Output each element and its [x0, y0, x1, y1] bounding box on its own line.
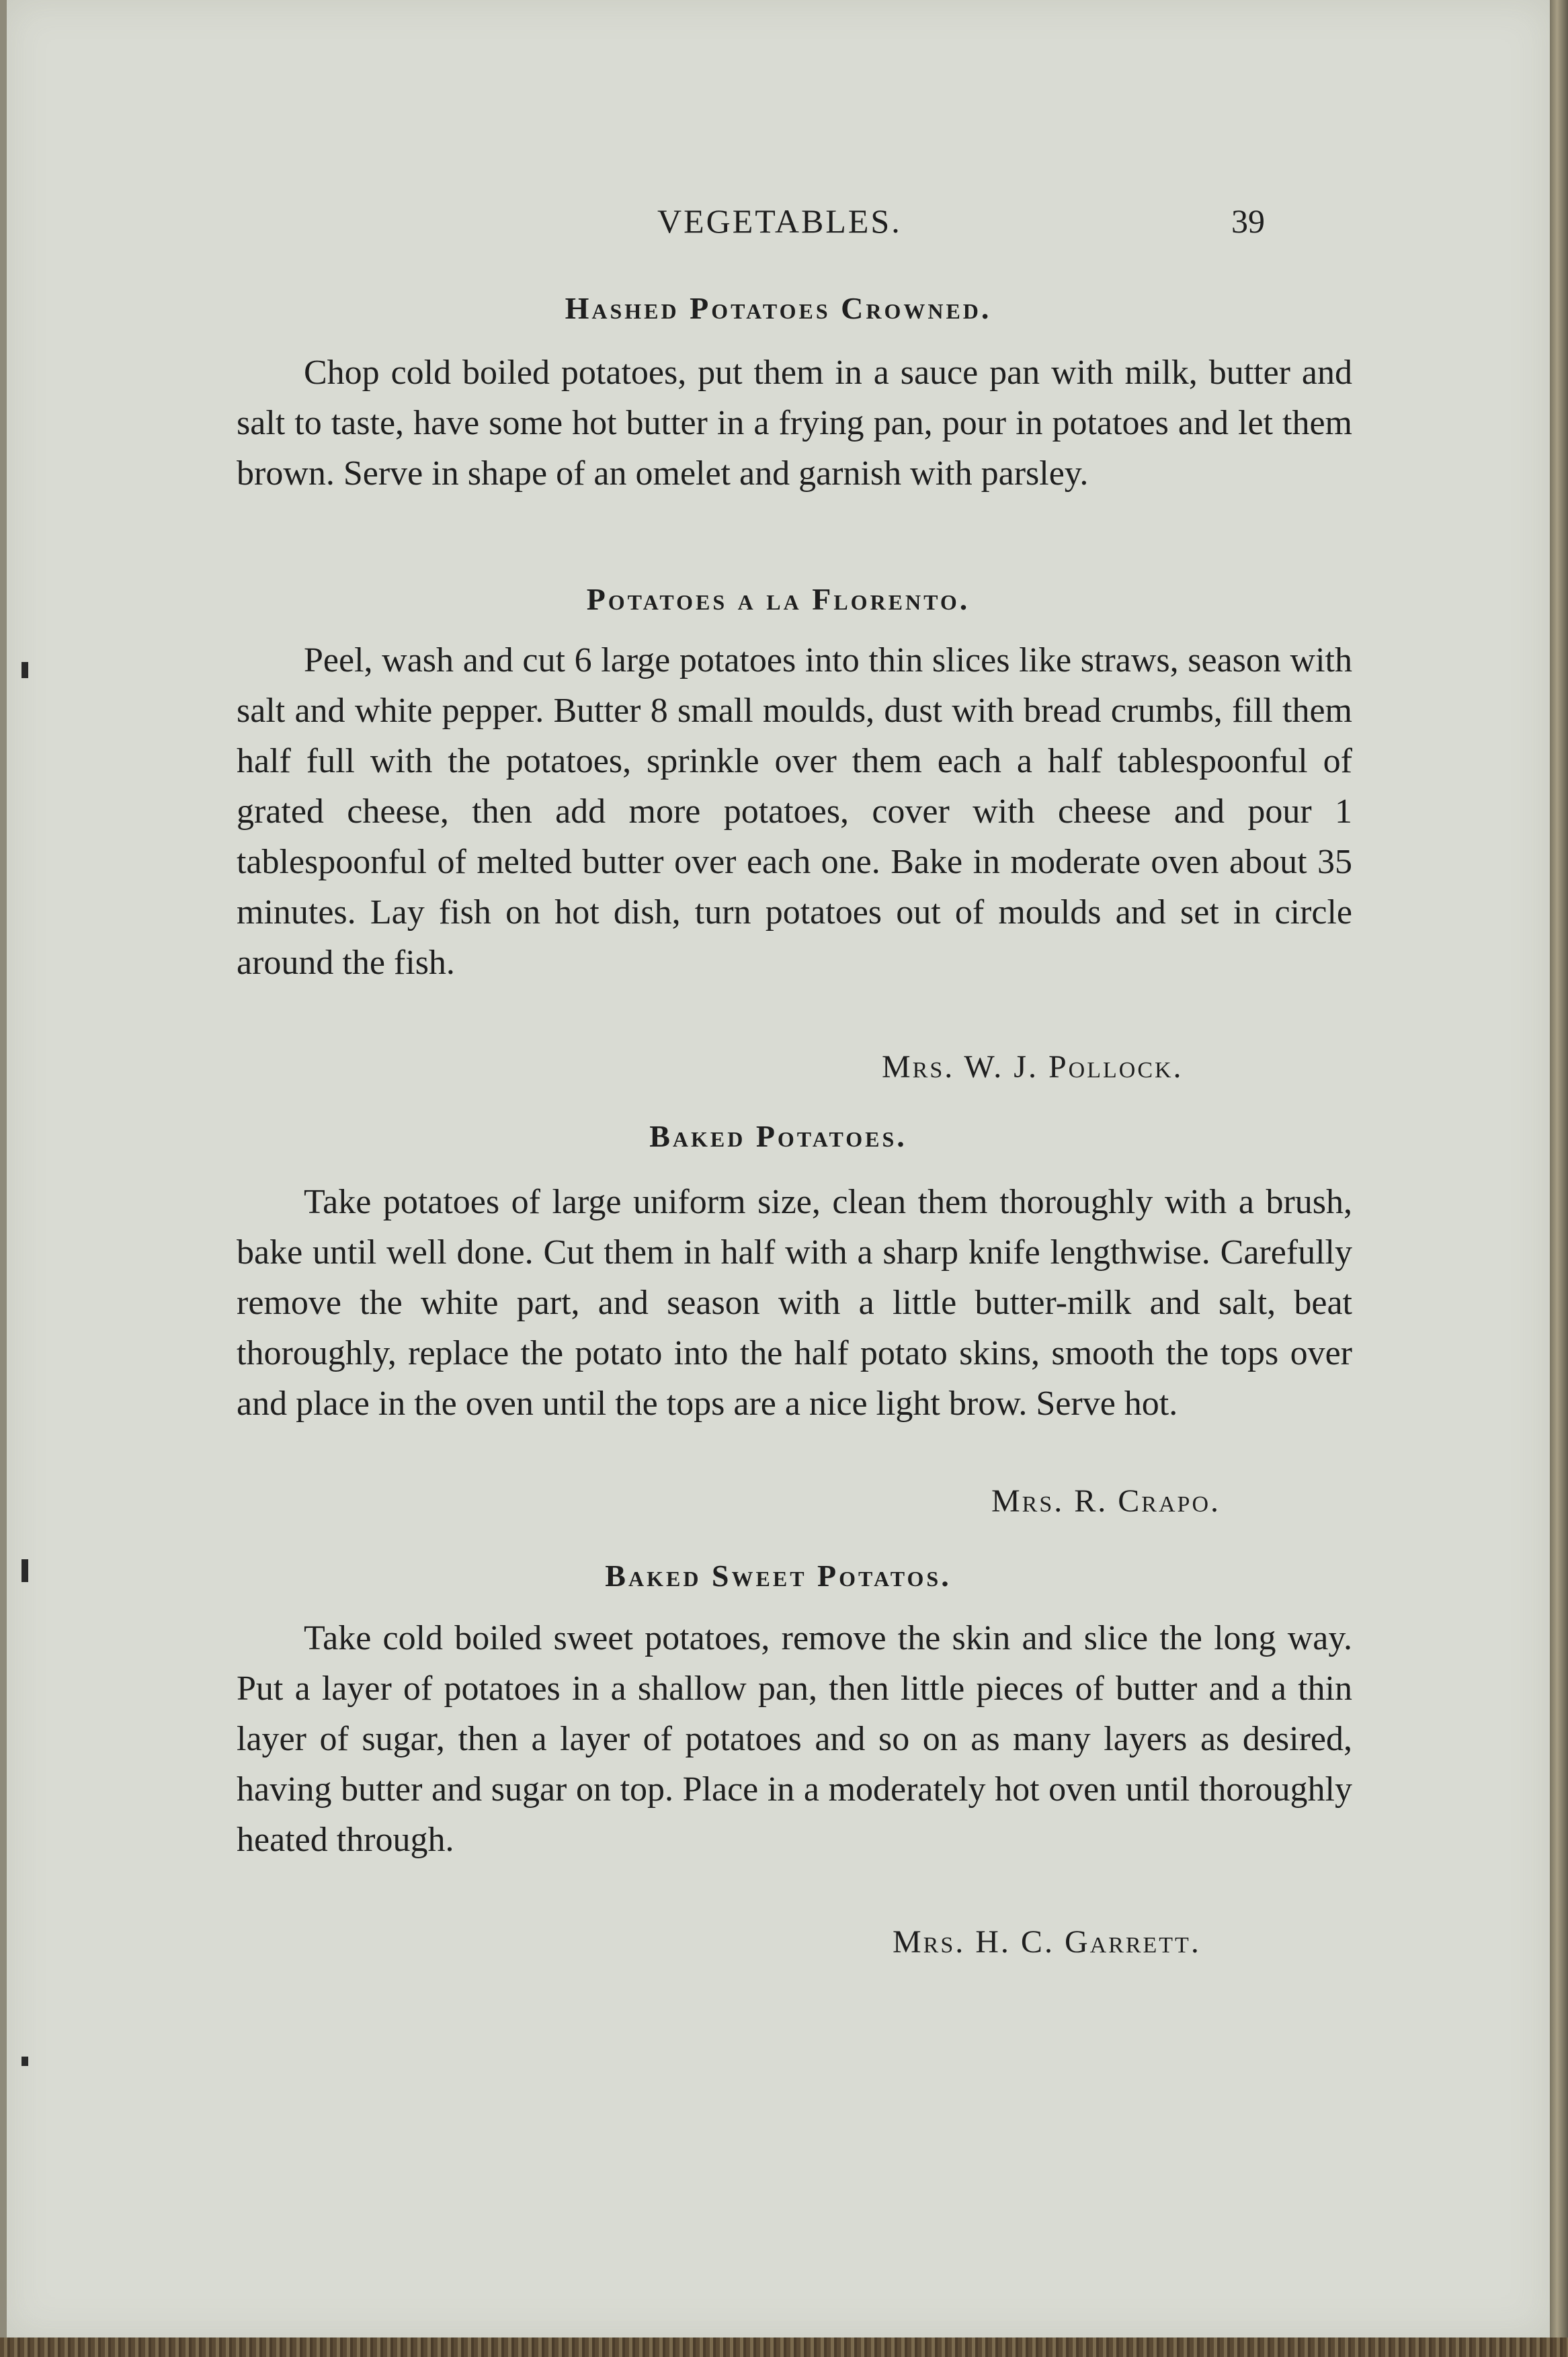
page-bottom-edge	[0, 2338, 1568, 2357]
running-head: VEGETABLES.	[657, 202, 902, 240]
recipe-signature: Mrs. H. C. Garrett.	[893, 1924, 1201, 1960]
recipe-title: Potatoes a la Florento.	[586, 582, 971, 616]
margin-mark	[22, 2057, 28, 2066]
recipe-signature: Mrs. W. J. Pollock.	[882, 1049, 1184, 1085]
recipe-title: Baked Sweet Potatos.	[605, 1559, 952, 1593]
recipe-signature: Mrs. R. Crapo.	[991, 1483, 1221, 1519]
book-page	[7, 0, 1550, 2338]
recipe-body: Take potatoes of large uniform size, clean them thoroughly with a brush, bake until well done. Cut them in half with a sharp knife lengthwise. Carefully remove the white part, and season with a little butter-milk and salt, beat thoroughly, replace the potato into the half potato skins, smooth the tops over and place in the oven until the tops are a nice light brow. Serve hot.	[237, 1183, 1352, 1423]
margin-mark	[22, 662, 28, 678]
recipe-body: Take cold boiled sweet potatoes, remove the skin and slice the long way. Put a layer of potatoes in a shallow pan, then little pieces of butter and a thin layer of sugar, then a layer of potatoes and so on as many layers as desired, having butter and sugar on top. Place in a moderately hot oven until thoroughly heated through.	[237, 1619, 1352, 1859]
page-number: 39	[1231, 202, 1265, 240]
page-left-edge	[0, 0, 7, 2357]
recipe-title: Hashed Potatoes Crowned.	[565, 291, 992, 325]
recipe-body: Chop cold boiled potatoes, put them in a sauce pan with milk, butter and salt to taste, have some hot butter in a frying pan, pour in potatoes and let them brown. Serve in shape of an omelet and garnish with parsley.	[237, 354, 1352, 493]
page-right-edge	[1550, 0, 1568, 2357]
recipe-title: Baked Potatoes.	[649, 1119, 907, 1153]
recipe-body: Peel, wash and cut 6 large potatoes into thin slices like straws, season with salt and white pepper. Butter 8 small moulds, dust with bread crumbs, fill them half full with the potatoes, sprinkle over them each a half tablespoonful of grated cheese, then add more potatoes, cover with cheese and pour 1 tablespoonful of melted butter over each one. Bake in moderate oven about 35 minutes. Lay fish on hot dish, turn potatoes out of moulds and set in circle around the fish.	[237, 641, 1352, 982]
